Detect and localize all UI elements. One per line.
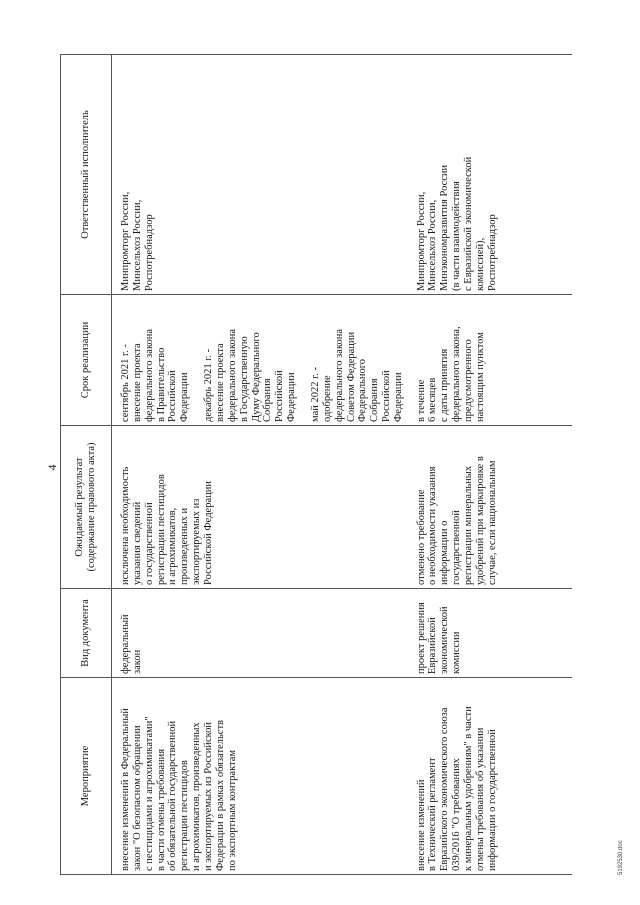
table-row [112, 55, 412, 875]
document-type-cell: проект решения Евразийской экономической комиссии [412, 589, 572, 678]
page-number: 4 [45, 464, 59, 471]
deadline-stage: сентябрь 2021 г. - внесение проекта федерального закона в Правительство Российской Федерации [120, 328, 191, 422]
header-measure: Мероприятие [61, 678, 112, 875]
header-executor: Ответственный исполнитель [61, 55, 112, 295]
footer-file-code: 5192530.doc [618, 840, 624, 875]
executor-cell: Минпромторг России, Минсельхоз России, Роспотребнадзор [112, 55, 412, 295]
header-deadline: Срок реализации [61, 295, 112, 426]
table-header-row [61, 55, 112, 875]
measure-cell: внесение изменений в Федеральный закон "О безопасном обращении с пестицидами и агрохимикатами" в части отмены требования об обязательной государственной регистрации пестицидов и агрохимикатов, произведенных и экспортируемых из Российской Федерации в рамках обязательств по экспортным контрактам [112, 678, 412, 875]
deadline-stage: май 2022 г. - одобрение федерального закона Советом Федерации Федерального Собрания Российской Федерации [310, 328, 405, 422]
document-type-cell: федеральный закон [112, 589, 412, 678]
deadline-stage: декабрь 2021 г. - внесение проекта федерального закона в Государственную Думу Федерального Собрания Российской Федерации [203, 328, 298, 422]
header-document-type: Вид документа [61, 589, 112, 678]
deadline-cell [112, 295, 412, 426]
measures-table [60, 54, 572, 875]
deadline-cell: в течение 6 месяцев с даты принятия федерального закона, предусмотренного настоящим пунктом [412, 295, 572, 426]
header-expected-result: Ожидаемый результат (содержание правового акта) [61, 426, 112, 589]
expected-result-cell: исключена необходимость указания сведений о государственной регистрации пестицидов и агрохимикатов, произведенных и экспортируемых из Российской Федерации [112, 426, 412, 589]
executor-cell: Минпромторг России, Минсельхоз России, Минэкономразвития России (в части взаимодействия с Евразийской экономической комиссией), Роспотребнадзор [412, 55, 572, 295]
expected-result-cell: отменено требование о необходимости указания информации о государственной регистрации минеральных удобрений при маркировке в случае, если национальным [412, 426, 572, 589]
table-row [412, 55, 572, 875]
measure-cell: внесение изменений в Технический регламент Евразийского экономического союза 039/2016 "О требованиях к минеральным удобрениям" в части отмены требования об указании информации о государственной [412, 678, 572, 875]
